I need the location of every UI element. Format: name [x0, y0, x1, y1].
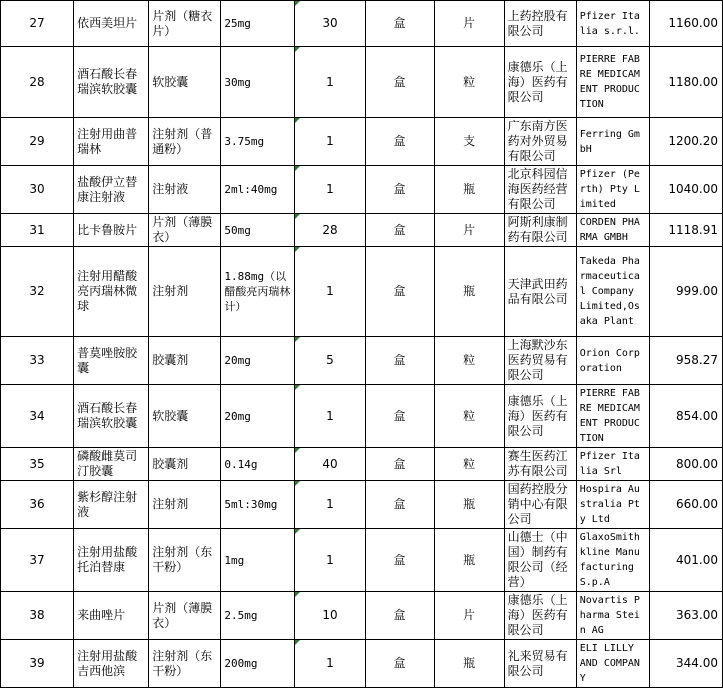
specification-cell: 25mg: [221, 1, 295, 47]
manufacturer-cell: Hospira Australia Pty Ltd: [576, 481, 649, 529]
drug-name-cell: 注射用盐酸吉西他滨: [74, 640, 149, 688]
dosage-form-cell: 注射剂: [149, 481, 221, 529]
price-cell: 800.00: [649, 448, 722, 481]
quantity-cell: 1: [295, 166, 365, 214]
manufacturer-cell: Takeda Pharmaceutical Company Limited,Osaka Plant: [576, 247, 649, 337]
specification-cell: 3.75mg: [221, 118, 295, 166]
distributor-cell: 上药控股有限公司: [504, 1, 576, 47]
quantity-cell: 1: [295, 118, 365, 166]
row-number-cell: 33: [1, 337, 74, 385]
min-unit-cell: 片: [434, 214, 504, 247]
manufacturer-cell: PIERRE FABRE MEDICAMENT PRODUCTION: [576, 47, 649, 118]
min-unit-cell: 片: [434, 592, 504, 640]
quantity-cell: 5: [295, 337, 365, 385]
row-number-cell: 37: [1, 529, 74, 592]
specification-cell: 20mg: [221, 337, 295, 385]
dosage-form-cell: 注射液: [149, 166, 221, 214]
price-cell: 958.27: [649, 337, 722, 385]
drug-name-cell: 注射用盐酸托泊替康: [74, 529, 149, 592]
dosage-form-cell: 胶囊剂: [149, 337, 221, 385]
package-unit-cell: 盒: [365, 592, 434, 640]
package-unit-cell: 盒: [365, 166, 434, 214]
min-unit-cell: 瓶: [434, 481, 504, 529]
dosage-form-cell: 注射剂（普通粉）: [149, 118, 221, 166]
row-number-cell: 28: [1, 47, 74, 118]
table-body: [1, 1, 723, 688]
distributor-cell: 上海默沙东医药贸易有限公司: [504, 337, 576, 385]
table-row: [1, 214, 723, 247]
row-number-cell: 27: [1, 1, 74, 47]
min-unit-cell: 支: [434, 118, 504, 166]
dosage-form-cell: 片剂（糖衣片）: [149, 1, 221, 47]
dosage-form-cell: 软胶囊: [149, 385, 221, 448]
drug-name-cell: 注射用醋酸亮丙瑞林微球: [74, 247, 149, 337]
price-cell: 854.00: [649, 385, 722, 448]
min-unit-cell: 粒: [434, 448, 504, 481]
dosage-form-cell: 注射剂（东干粉）: [149, 529, 221, 592]
manufacturer-cell: Pfizer Italia Srl: [576, 448, 649, 481]
min-unit-cell: 粒: [434, 47, 504, 118]
manufacturer-cell: Ferring GmbH: [576, 118, 649, 166]
distributor-cell: 山德士（中国）制药有限公司（经营）: [504, 529, 576, 592]
drug-name-cell: 紫杉醇注射液: [74, 481, 149, 529]
table-row: [1, 166, 723, 214]
quantity-cell: 30: [295, 1, 365, 47]
price-cell: 999.00: [649, 247, 722, 337]
package-unit-cell: 盒: [365, 214, 434, 247]
drug-name-cell: 磷酸雌莫司汀胶囊: [74, 448, 149, 481]
price-cell: 1180.00: [649, 47, 722, 118]
package-unit-cell: 盒: [365, 640, 434, 688]
quantity-cell: 1: [295, 47, 365, 118]
quantity-cell: 1: [295, 481, 365, 529]
row-number-cell: 30: [1, 166, 74, 214]
table-row: [1, 481, 723, 529]
quantity-cell: 40: [295, 448, 365, 481]
manufacturer-cell: Pfizer Italia s.r.l.: [576, 1, 649, 47]
drug-name-cell: 来曲唑片: [74, 592, 149, 640]
specification-cell: 30mg: [221, 47, 295, 118]
price-cell: 660.00: [649, 481, 722, 529]
specification-cell: 2.5mg: [221, 592, 295, 640]
specification-cell: 0.14g: [221, 448, 295, 481]
quantity-cell: 10: [295, 592, 365, 640]
distributor-cell: 广东南方医药对外贸易有限公司: [504, 118, 576, 166]
min-unit-cell: 粒: [434, 337, 504, 385]
min-unit-cell: 片: [434, 1, 504, 47]
package-unit-cell: 盒: [365, 481, 434, 529]
manufacturer-cell: Novartis Pharma Stein AG: [576, 592, 649, 640]
price-cell: 1160.00: [649, 1, 722, 47]
manufacturer-cell: ELI LILLY AND COMPANY: [576, 640, 649, 688]
dosage-form-cell: 注射剂（东干粉）: [149, 640, 221, 688]
table-row: [1, 385, 723, 448]
table-row: [1, 47, 723, 118]
distributor-cell: 康德乐（上海）医药有限公司: [504, 47, 576, 118]
manufacturer-cell: Pfizer (Perth) Pty Limited: [576, 166, 649, 214]
min-unit-cell: 瓶: [434, 640, 504, 688]
table-row: [1, 640, 723, 688]
dosage-form-cell: 软胶囊: [149, 47, 221, 118]
specification-cell: 2ml:40mg: [221, 166, 295, 214]
row-number-cell: 39: [1, 640, 74, 688]
row-number-cell: 29: [1, 118, 74, 166]
distributor-cell: 阿斯利康制药有限公司: [504, 214, 576, 247]
distributor-cell: 天津武田药品有限公司: [504, 247, 576, 337]
manufacturer-cell: CORDEN PHARMA GMBH: [576, 214, 649, 247]
distributor-cell: 康德乐（上海）医药有限公司: [504, 592, 576, 640]
specification-cell: 1.88mg（以醋酸亮丙瑞林计）: [221, 247, 295, 337]
package-unit-cell: 盒: [365, 47, 434, 118]
price-cell: 344.00: [649, 640, 722, 688]
drug-name-cell: 盐酸伊立替康注射液: [74, 166, 149, 214]
distributor-cell: 国药控股分销中心有限公司: [504, 481, 576, 529]
min-unit-cell: 瓶: [434, 166, 504, 214]
specification-cell: 50mg: [221, 214, 295, 247]
package-unit-cell: 盒: [365, 529, 434, 592]
table-row: [1, 592, 723, 640]
dosage-form-cell: 片剂（薄膜衣）: [149, 592, 221, 640]
package-unit-cell: 盒: [365, 1, 434, 47]
distributor-cell: 康德乐（上海）医药有限公司: [504, 385, 576, 448]
package-unit-cell: 盒: [365, 247, 434, 337]
distributor-cell: 赛生医药江苏有限公司: [504, 448, 576, 481]
row-number-cell: 34: [1, 385, 74, 448]
specification-cell: 1mg: [221, 529, 295, 592]
price-cell: 363.00: [649, 592, 722, 640]
table-row: [1, 118, 723, 166]
specification-cell: 5ml:30mg: [221, 481, 295, 529]
table-row: [1, 1, 723, 47]
package-unit-cell: 盒: [365, 337, 434, 385]
table-row: [1, 337, 723, 385]
min-unit-cell: 瓶: [434, 529, 504, 592]
quantity-cell: 28: [295, 214, 365, 247]
min-unit-cell: 瓶: [434, 247, 504, 337]
price-cell: 1118.91: [649, 214, 722, 247]
row-number-cell: 36: [1, 481, 74, 529]
table-row: [1, 529, 723, 592]
manufacturer-cell: Orion Corporation: [576, 337, 649, 385]
package-unit-cell: 盒: [365, 118, 434, 166]
manufacturer-cell: GlaxoSmithkline Manufacturing S.p.A: [576, 529, 649, 592]
table-row: [1, 448, 723, 481]
table-row: [1, 247, 723, 337]
drug-name-cell: 注射用曲普瑞林: [74, 118, 149, 166]
package-unit-cell: 盒: [365, 385, 434, 448]
package-unit-cell: 盒: [365, 448, 434, 481]
price-cell: 1040.00: [649, 166, 722, 214]
drug-name-cell: 比卡鲁胺片: [74, 214, 149, 247]
price-cell: 1200.20: [649, 118, 722, 166]
row-number-cell: 32: [1, 247, 74, 337]
min-unit-cell: 粒: [434, 385, 504, 448]
dosage-form-cell: 注射剂: [149, 247, 221, 337]
distributor-cell: 北京科园信海医药经营有限公司: [504, 166, 576, 214]
quantity-cell: 1: [295, 247, 365, 337]
quantity-cell: 1: [295, 385, 365, 448]
specification-cell: 200mg: [221, 640, 295, 688]
drug-name-cell: 依西美坦片: [74, 1, 149, 47]
drug-name-cell: 酒石酸长春瑞滨软胶囊: [74, 385, 149, 448]
quantity-cell: 1: [295, 529, 365, 592]
price-cell: 401.00: [649, 529, 722, 592]
quantity-cell: 1: [295, 640, 365, 688]
drug-name-cell: 酒石酸长春瑞滨软胶囊: [74, 47, 149, 118]
drug-name-cell: 普莫唑胺胶囊: [74, 337, 149, 385]
row-number-cell: 31: [1, 214, 74, 247]
specification-cell: 20mg: [221, 385, 295, 448]
row-number-cell: 35: [1, 448, 74, 481]
distributor-cell: 礼来贸易有限公司: [504, 640, 576, 688]
row-number-cell: 38: [1, 592, 74, 640]
dosage-form-cell: 胶囊剂: [149, 448, 221, 481]
dosage-form-cell: 片剂（薄膜衣）: [149, 214, 221, 247]
manufacturer-cell: PIERRE FABRE MEDICAMENT PRODUCTION: [576, 385, 649, 448]
